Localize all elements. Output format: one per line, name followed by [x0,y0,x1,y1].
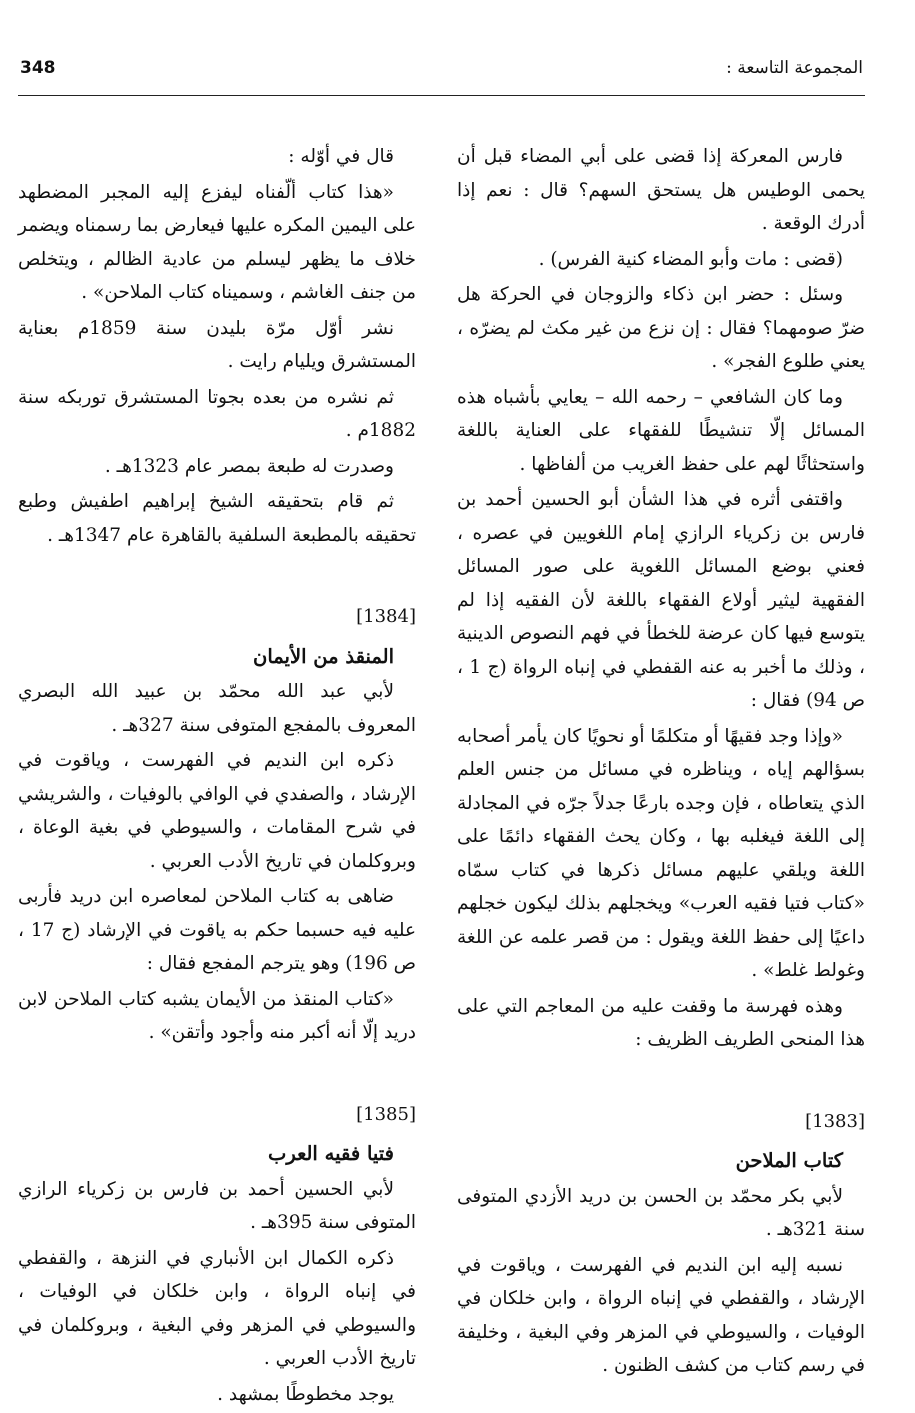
paragraph: «هذا كتاب ألّفناه ليفزع إليه المجبر المضطهد على اليمين المكره عليها فيعارض بما رسمناه ويضمر خلاف ما يظهر ليسلم من عادية الظالم ، ويتخلص من جنف الغاشم ، وسميناه كتاب الملاحن» . [18,181,416,303]
paragraph: «كتاب المنقذ من الأيمان يشبه كتاب الملاحن لابن دريد إلّا أنه أكبر منه وأجود وأتقن» . [18,988,416,1043]
paragraph: نسبه إليه ابن النديم في الفهرست ، وياقوت في الإرشاد ، والقفطي في إنباه الرواة ، وابن خلكان في الوفيات ، والسيوطي في المزهر وفي البغية ، وخليفة في رسم كتاب من كشف الظنون . [457,1254,865,1376]
entry-title: المنقذ من الأيمان [253,644,394,668]
running-header: المجموعة التاسعة : [726,58,863,78]
left-column [18,140,416,1413]
paragraph: «وإذا وجد فقيهًا أو متكلمًا أو نحويًا كان يأمر أصحابه بسؤالهم إياه ، ويناظره في مسائل من جنس العلم الذي يتعاطاه ، فإن وجده بارعًا جدلاً جرّه في المجادلة إلى اللغة فيغلبه بها ، وكان يحث الفقهاء دائمًا على اللغة ويلقي عليهم مسائل ذكرها في كتاب سمّاه «كتاب فتيا فقيه العرب» ويخجلهم بذلك ليكون خجلهم داعيًا إلى حفظ اللغة ويقول : من قصر علمه عن اللغة وغولط غلط» . [457,725,865,981]
entry-title: فتيا فقيه العرب [267,1142,394,1165]
paragraph: ثم نشره من بعده بجوتا المستشرق توربكه سنة 1882م . [18,386,416,441]
paragraph: قال في أوّله : [288,146,394,167]
paragraph: يوجد مخطوطًا بمشهد . [217,1383,394,1405]
paragraph: وما كان الشافعي – رحمه الله – يعايي بأشباه هذه المسائل إلّا تنشيطًا للفقهاء على العناية باللغة واستحثاثًا لهم على حفظ الغريب من ألفاظها . [457,386,865,475]
header-rule [18,95,865,96]
paragraph: لأبي عبد الله محمّد بن عبيد الله البصري المعروف بالمفجع المتوفى سنة 327هـ . [18,681,416,736]
paragraph: ذكره الكمال ابن الأنباري في النزهة ، والقفطي في إنباه الرواة ، وابن خلكان في الوفيات ، والسيوطي في المزهر وفي البغية ، وبروكلمان في تاريخ الأدب العربي . [18,1247,416,1369]
entry-number: [1385] [356,1103,416,1125]
paragraph: لأبي الحسين أحمد بن فارس بن زكرياء الرازي المتوفى سنة 395هـ . [18,1178,416,1233]
entry-number: [1384] [356,606,416,627]
page-number: 348 [20,58,56,78]
paragraph: لأبي بكر محمّد بن الحسن بن دريد الأزدي المتوفى سنة 321هـ . [457,1185,865,1240]
paragraph: ذكره ابن النديم في الفهرست ، وياقوت في الإرشاد ، والصفدي في الوافي بالوفيات ، والشريشي في شرح المقامات ، والسيوطي في بغية الوعاة ، وبروكلمان في تاريخ الأدب العربي . [18,750,416,872]
paragraph: واقتفى أثره في هذا الشأن أبو الحسين أحمد بن فارس بن زكرياء الرازي إمام اللغويين في عصره ، فعني بوضع المسائل اللغوية على صور المسائل الفقهية ليثير أولاع الفقهاء باللغة لأن الفقيه إذا لم يتوسع فيها كان عرضة للخطأ في فهم النصوص الدينية ، وذلك ما أخبر به عنه القفطي في إنباه الرواة (ج 1 ، ص 94) فقال : [457,489,865,711]
paragraph: نشر أوّل مرّة بليدن سنة 1859م بعناية المستشرق ويليام رايت . [18,317,416,372]
paragraph: ضاهى به كتاب الملاحن لمعاصره ابن دريد فأربى عليه فيه حسبما حكم به ياقوت في الإرشاد (ج 17 ، ص 196) وهو يترجم المفجع فقال : [18,886,416,974]
paragraph: وسئل : حضر ابن ذكاء والزوجان في الحركة هل ضرّ صومهما؟ فقال : إن نزع من غير مكث لم يضرّه ، يعني طلوع الفجر» . [457,284,865,372]
right-column [457,140,865,1385]
paragraph: (قضى : مات وأبو المضاء كنية الفرس) . [538,248,843,270]
paragraph: وهذه فهرسة ما وقفت عليه من المعاجم التي على هذا المنحى الطريف الظريف : [457,995,865,1050]
entry-number: [1383] [805,1110,865,1132]
paragraph: ثم قام بتحقيقه الشيخ إبراهيم اطفيش وطبع تحقيقه بالمطبعة السلفية بالقاهرة عام 1347هـ . [18,491,416,546]
entry-title: كتاب الملاحن [735,1149,843,1172]
paragraph: فارس المعركة إذا قضى على أبي المضاء قبل أن يحمى الوطيس هل يستحق السهم؟ قال : نعم إذا أدرك الوقعة . [457,146,865,234]
paragraph: وصدرت له طبعة بمصر عام 1323هـ . [104,455,394,477]
